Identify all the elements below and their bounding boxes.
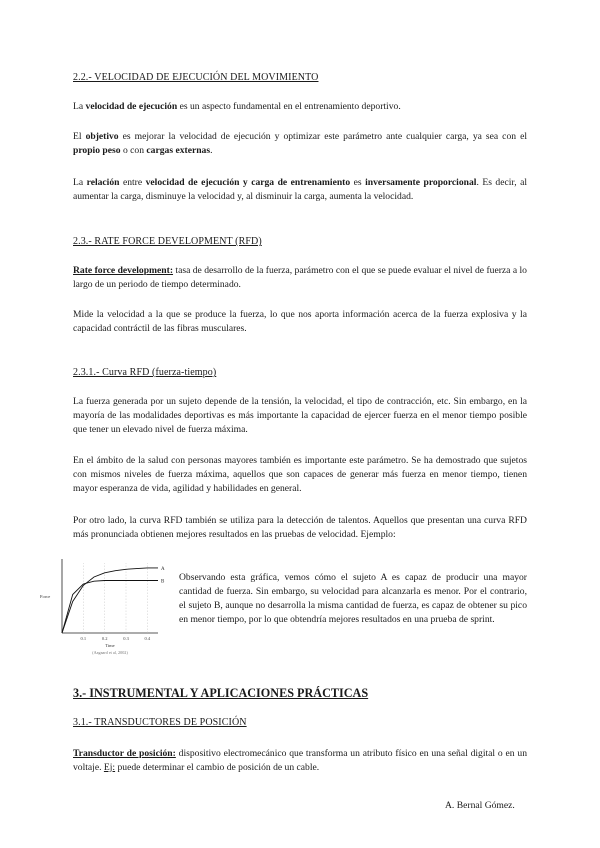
author-name: A. Bernal Gómez. xyxy=(445,800,515,811)
series-label: A xyxy=(161,566,165,572)
x-tick-label: 0.3 xyxy=(123,636,129,641)
s23-paragraph-2: Mide la velocidad a la que se produce la fuerza, lo que nos aporta información acerca de la fuerza explosiva y la capacidad contráctil de las fibras musculares. xyxy=(73,309,527,334)
s231-paragraph-3: Por otro lado, la curva RFD también se utiliza para la detección de talentos. Aquellos que presentan una curva RFD más pronunciada obtienen mejores resultados en las pruebas de velocidad. Ejemplo: xyxy=(73,515,527,540)
s22-paragraph-2: El objetivo es mejorar la velocidad de ejecución y optimizar este parámetro ante cualquier carga, ya sea con el propio peso o con cargas externas. xyxy=(73,131,527,156)
s231-paragraph-2: En el ámbito de la salud con personas mayores también es importante este parámetro. Se ha demostrado que sujetos con mismos niveles de fuerza máxima, aquellos que son capaces de generar más fuerza en menor tiempo, tienen mayor esperanza de vida, agilidad y habilidades en general. xyxy=(73,455,527,494)
series-line-A xyxy=(62,568,158,633)
s22-paragraph-1: La velocidad de ejecución es un aspecto fundamental en el entrenamiento deportivo. xyxy=(73,101,401,112)
y-axis-label: Force xyxy=(40,594,51,599)
section-3-1-heading: 3.1.- TRANSDUCTORES DE POSICIÓN xyxy=(73,717,247,728)
x-tick-label: 0.1 xyxy=(80,636,87,641)
s22-paragraph-3: La relación entre velocidad de ejecución y carga de entrenamiento es inversamente proporcional. Es decir, al aumentar la carga, disminuye la velocidad y, al disminuir la carga, aumenta la velocidad. xyxy=(73,177,527,202)
series-line-B xyxy=(62,581,158,634)
section-2-3-heading: 2.3.- RATE FORCE DEVELOPMENT (RFD) xyxy=(73,236,262,247)
x-tick-label: 0.4 xyxy=(144,636,151,641)
s3-paragraph-1: Transductor de posición: dispositivo electromecánico que transforma un atributo físico en una señal digital o en un voltaje. Ej: puede determinar el cambio de posición de un cable. xyxy=(73,748,527,773)
chart-caption: (Aagaard et al, 2002) xyxy=(92,650,128,655)
section-2-2-heading: 2.2.- VELOCIDAD DE EJECUCIÓN DEL MOVIMIENTO xyxy=(73,72,319,83)
x-axis-label: Time xyxy=(105,643,115,648)
s23-paragraph-1: Rate force development: tasa de desarrollo de la fuerza, parámetro con el que se puede evaluar el nivel de fuerza a lo largo de un periodo de tiempo determinado. xyxy=(73,265,527,290)
series-label: B xyxy=(161,579,165,585)
section-3-heading: 3.- INSTRUMENTAL Y APLICACIONES PRÁCTICAS xyxy=(73,686,369,700)
x-tick-label: 0.2 xyxy=(101,636,108,641)
s231-paragraph-1: La fuerza generada por un sujeto depende de la tensión, la velocidad, el tipo de contracción, etc. Sin embargo, en la mayoría de las modalidades deportivas es más importante la capacidad de ejercer fuerza en el menor tiempo posible que tener un elevado nivel de fuerza máxima. xyxy=(73,396,527,435)
rfd-chart xyxy=(38,553,168,663)
figure-description: Observando esta gráfica, vemos cómo el sujeto A es capaz de producir una mayor cantidad de fuerza. Sin embargo, su velocidad para alcanzarla es menor. Por el contrario, el sujeto B, aunque no desarrolla la misma cantidad de fuerza, es capaz de obtener su pico en menor tiempo, por lo que obtendría mejores resultados en una prueba de sprint. xyxy=(179,572,527,625)
section-2-3-1-heading: 2.3.1.- Curva RFD (fuerza-tiempo) xyxy=(73,367,217,378)
